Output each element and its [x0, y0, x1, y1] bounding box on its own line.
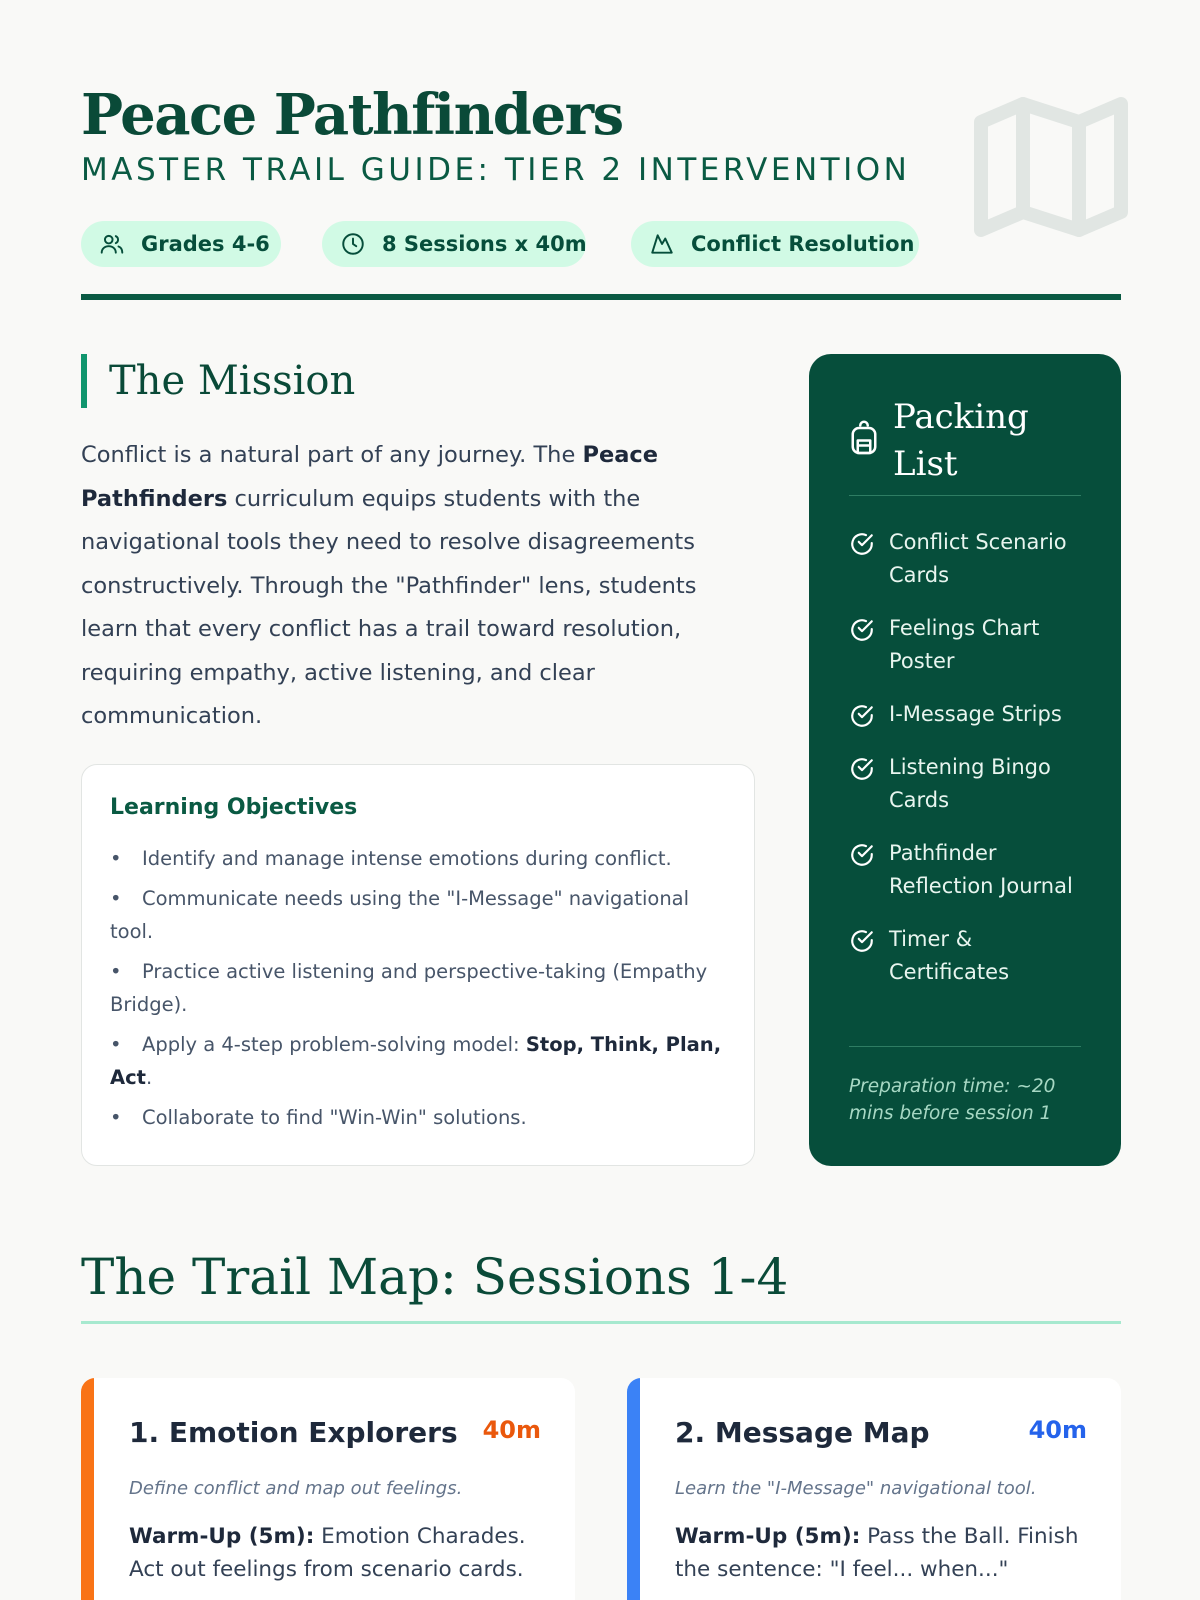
check-circle-icon [849, 756, 875, 782]
list-item: • Apply a 4-step problem-solving model: Stop, Think, Plan, Act. [110, 1033, 722, 1089]
tag-label: 8 Sessions x 40m [382, 232, 587, 256]
packing-list-card [809, 354, 1121, 1166]
session-description: Define conflict and map out feelings. [129, 1478, 463, 1499]
session-accent [627, 1378, 640, 1600]
preparation-note: Preparation time: ~20 mins before session 1 [849, 1046, 1081, 1127]
check-circle-icon [849, 703, 875, 729]
session-accent [81, 1378, 94, 1600]
packing-list-header [849, 394, 1081, 496]
learning-objectives-card [81, 764, 755, 1166]
session-warmup: Warm-Up (5m): Pass the Ball. Finish the sentence: "I feel... when..." [675, 1524, 1079, 1582]
trail-divider [81, 1321, 1121, 1324]
page [81, 0, 1121, 1600]
page-title: Peace Pathfinders [81, 82, 623, 148]
list-item: Timer & Certificates [849, 923, 1089, 989]
check-circle-icon [849, 617, 875, 643]
list-item: Listening Bingo Cards [849, 751, 1089, 817]
session-description: Learn the "I-Message" navigational tool. [675, 1478, 1037, 1499]
map-icon [971, 94, 1131, 242]
tag-grades [81, 221, 281, 267]
objectives-list [110, 842, 726, 1134]
list-item: Feelings Chart Poster [849, 612, 1089, 678]
mission-heading [81, 354, 355, 408]
session-card-1 [81, 1378, 575, 1600]
page-subtitle: MASTER TRAIL GUIDE: TIER 2 INTERVENTION [81, 152, 911, 188]
backpack-icon [849, 420, 879, 456]
tag-label: Grades 4-6 [141, 232, 270, 256]
list-item: Conflict Scenario Cards [849, 526, 1089, 592]
trail-map-title: The Trail Map: Sessions 1-4 [81, 1248, 789, 1306]
clock-icon [340, 231, 366, 257]
check-circle-icon [849, 842, 875, 868]
list-item: Pathfinder Reflection Journal [849, 837, 1089, 903]
session-warmup: Warm-Up (5m): Emotion Charades. Act out feelings from scenario cards. [129, 1524, 526, 1582]
packing-items [849, 526, 1089, 1009]
tag-label: Conflict Resolution [691, 232, 915, 256]
users-icon [99, 231, 125, 257]
session-duration: 40m [482, 1416, 541, 1444]
accent-bar [81, 354, 87, 408]
list-item: • Communicate needs using the "I-Message" navigational tool. [110, 887, 690, 943]
session-title: 1. Emotion Explorers [129, 1416, 458, 1449]
header [81, 80, 1121, 302]
session-duration: 40m [1028, 1416, 1087, 1444]
tag-topic [631, 221, 919, 267]
session-card-2 [627, 1378, 1121, 1600]
objectives-title: Learning Objectives [110, 795, 358, 820]
tag-sessions [322, 221, 586, 267]
mountain-icon [649, 231, 675, 257]
check-circle-icon [849, 928, 875, 954]
check-circle-icon [849, 531, 875, 557]
list-item: I-Message Strips [849, 698, 1089, 731]
list-item: • Identify and manage intense emotions during conflict. [110, 847, 672, 870]
list-item: • Practice active listening and perspective-taking (Empathy Bridge). [110, 960, 708, 1016]
list-item: • Collaborate to find "Win-Win" solutions. [110, 1106, 527, 1129]
packing-list-title: Packing List [893, 397, 1029, 484]
mission-text: Conflict is a natural part of any journey. The Peace Pathfinders curriculum equips students with the navigational tools they need to resolve disagreements constructively. Through the "Pathfinder" lens, students learn that every conflict has a trail toward resolution, requiring empathy, active listening, and clear communication. [81, 442, 697, 729]
session-title: 2. Message Map [675, 1416, 930, 1449]
header-divider [81, 294, 1121, 300]
mission-title: The Mission [109, 358, 356, 404]
